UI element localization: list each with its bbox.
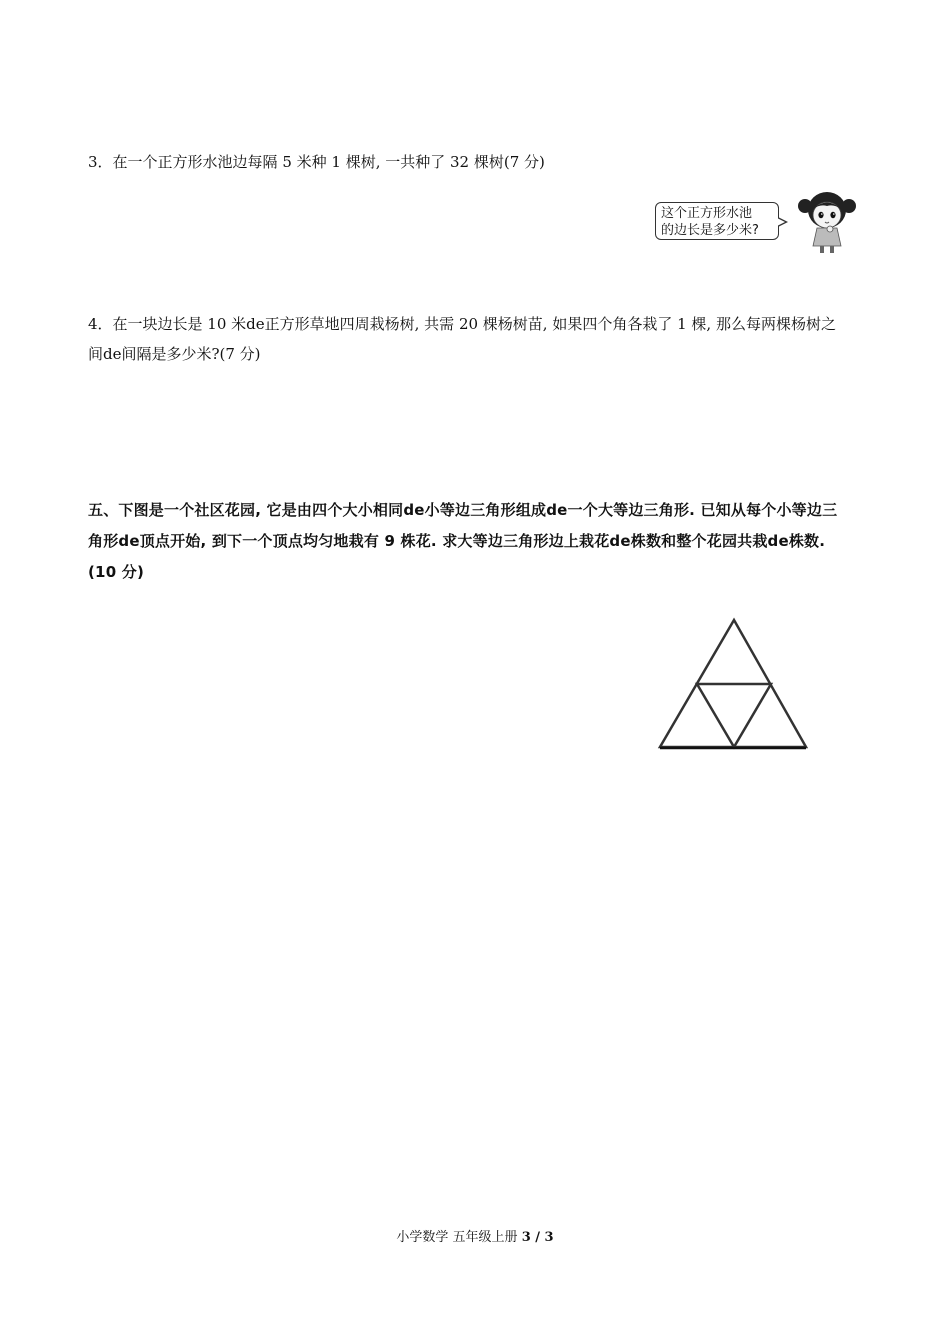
speech-bubble-line-1: 这个正方形水池 [661,206,753,221]
page-number: 3 / 3 [521,1230,554,1245]
speech-bubble-line-2: 的边长是多少米? [661,223,759,238]
girl-character-icon [796,188,858,254]
page-footer [0,1228,950,1248]
footer-label: 小学数学 五年级上册 [396,1230,518,1245]
inner-triangle [697,684,771,747]
question-5: 五、下图是一个社区花园, 它是由四个大小相同de小等边三角形组成de一个大等边三角形. 已知从每个小等边三角形de顶点开始, 到下一个顶点均匀地栽有 9 株花. 求大等边三角形边上栽花de株数和整个花园共栽de株数.(10 分) [88,501,838,581]
question-4: 4．在一块边长是 10 米de正方形草地四周栽杨树, 共需 20 棵杨树苗, 如果四个角各栽了 1 棵, 那么每两棵杨树之间de间隔是多少米?(7 分) [88,315,836,363]
speech-bubble [655,202,779,240]
question-3: 3．在一个正方形水池边每隔 5 米种 1 棵树, 一共种了 32 棵树(7 分) [88,153,545,171]
triangle-garden-figure [656,616,810,752]
